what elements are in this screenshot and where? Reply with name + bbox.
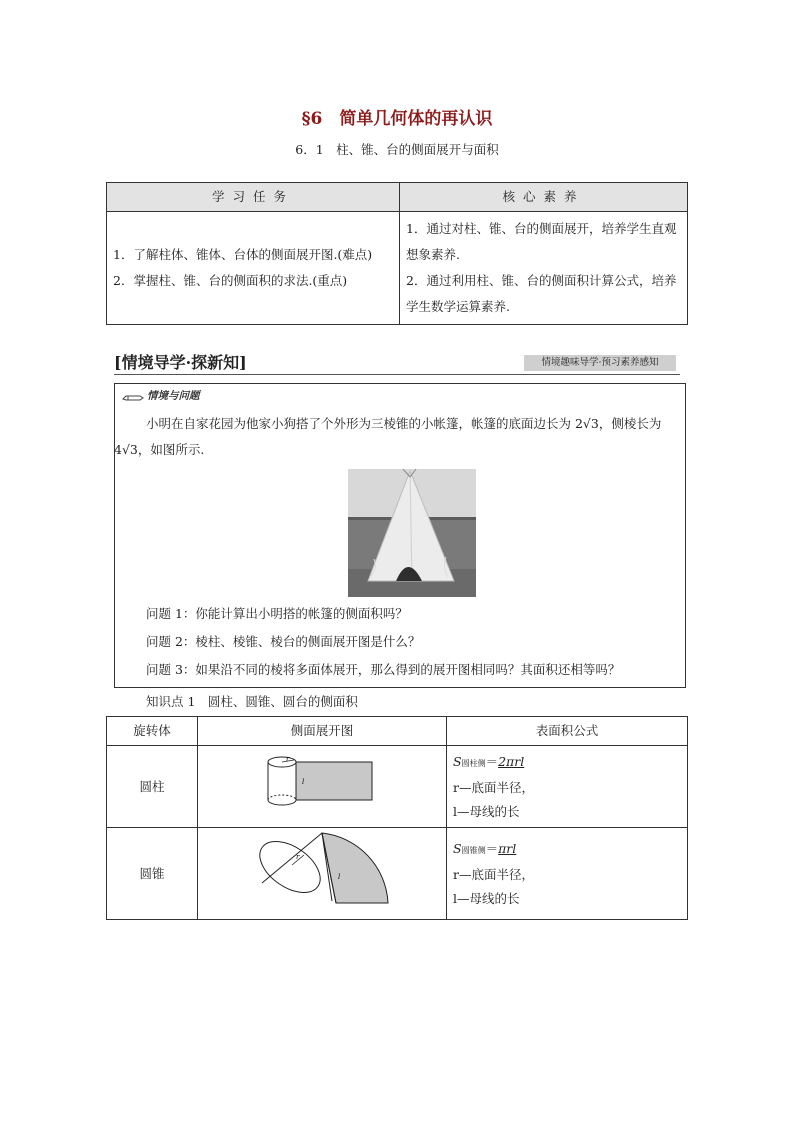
tent-photo	[348, 469, 476, 597]
knowledge-point-title: 知识点 1 圆柱、圆锥、圆台的侧面积	[146, 694, 358, 709]
cone-label-r: r	[296, 853, 300, 861]
objectives-header-competency: 核心素养	[400, 183, 688, 212]
cylinder-formula: S圆柱侧＝2πrl	[453, 753, 525, 769]
competency-item: 2．通过利用柱、锥、台的侧面积计算公式，培养学生数学运算素养.	[406, 273, 677, 314]
scenario-label	[122, 388, 200, 403]
question-1: 问题 1：你能计算出小明搭的帐篷的侧面积吗？	[146, 606, 408, 621]
objectives-header-task: 学习任务	[107, 183, 400, 212]
question-3: 问题 3：如果沿不同的棱将多面体展开，那么得到的展开图相同吗？其面积还相等吗？	[146, 662, 621, 677]
row-cylinder-name: 圆柱	[107, 746, 198, 828]
cylinder-line-r: r—底面半径，	[453, 779, 534, 795]
section-divider	[114, 374, 680, 375]
section-tag: 情境趣味导学·预习素养感知	[524, 355, 676, 371]
objectives-table	[106, 182, 688, 325]
cylinder-label-r: r	[286, 755, 290, 763]
cone-line-l: l—母线的长	[453, 890, 520, 906]
task-item: 1．了解柱体、锥体、台体的侧面展开图.(难点)	[113, 247, 373, 262]
cylinder-net-figure	[198, 746, 447, 828]
table-header-net: 侧面展开图	[198, 717, 447, 746]
table-header-formula: 表面积公式	[447, 717, 688, 746]
page-title: §6 简单几何体的再认识	[301, 109, 493, 129]
competency-item: 1．通过对柱、锥、台的侧面展开，培养学生直观想象素养.	[406, 221, 677, 262]
row-cone-name: 圆锥	[107, 828, 198, 920]
scenario-label-text: 情境与问题	[147, 390, 200, 402]
section-heading: [情境导学·探新知]	[114, 353, 247, 372]
question-2: 问题 2：棱柱、棱锥、棱台的侧面展开图是什么？	[146, 634, 421, 649]
task-item: 2．掌握柱、锥、台的侧面积的求法.(重点)	[113, 273, 348, 288]
surface-area-table	[106, 716, 688, 920]
cone-formula-cell	[447, 828, 688, 920]
cone-net-figure	[198, 828, 447, 920]
cone-line-r: r—底面半径，	[453, 866, 534, 882]
cone-net-diagram	[252, 829, 392, 909]
objectives-tasks-cell	[107, 212, 400, 325]
objectives-competencies-cell	[400, 212, 688, 325]
scenario-text: 小明在自家花园为他家小狗搭了个外形为三棱锥的小帐篷，帐篷的底面边长为 2√3，侧棱长为 4√3，如图所示.	[114, 416, 662, 457]
cylinder-formula-cell	[447, 746, 688, 828]
cylinder-net-diagram	[262, 752, 382, 812]
cone-formula: S圆锥侧＝πrl	[453, 840, 517, 856]
cone-label-l: l	[338, 873, 341, 881]
table-header-solid: 旋转体	[107, 717, 198, 746]
pencil-icon	[122, 391, 144, 401]
page-subtitle: 6．1 柱、锥、台的侧面展开与面积	[295, 142, 499, 157]
cylinder-label-l: l	[302, 778, 305, 786]
cylinder-line-l: l—母线的长	[453, 803, 520, 819]
